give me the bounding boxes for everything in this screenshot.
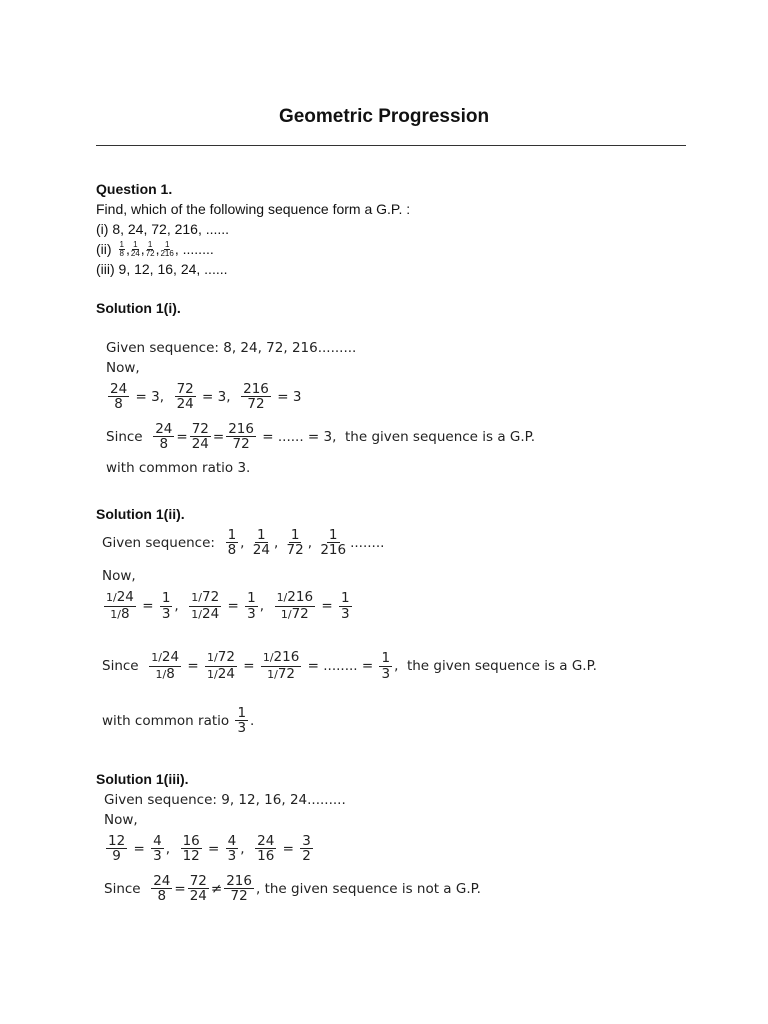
- part-ii-frac-4: 1 216: [160, 239, 174, 258]
- s1-ratio-1: $\frac{24}{8}$: [110, 381, 128, 413]
- question-part-iii: (iii) 9, 12, 16, 24, ......: [96, 261, 228, 277]
- s3-since: Since $\frac{24}{8}$ = $\frac{72}{24}$ ≠ $\frac{216}{72}$ , the given sequence is not a G.P.: [104, 873, 481, 905]
- title-divider: [96, 145, 686, 146]
- solution-1ii-heading: Solution 1(ii).: [96, 506, 185, 522]
- question-part-i: (i) 8, 24, 72, 216, ......: [96, 221, 230, 237]
- s2-ratio-3: 1/ 216 1/ 72: [276, 589, 314, 622]
- question-part-ii: (ii) 1 8 , 1 24 , 1 72 , 1 216 , ........: [96, 239, 214, 258]
- s1-given: Given sequence: 8, 24, 72, 216.........: [106, 340, 357, 356]
- s2-ratios: 1/ 24 1/ 8 = $\frac{1}{3}$ , 1/ 72 1/ 24 = $\frac{1}{3}$ , 1/ 216 1/ 72 = $\frac{1}{3}$: [106, 589, 350, 622]
- part-ii-frac-1: 1 8: [119, 239, 124, 258]
- s2-now: Now,: [102, 568, 136, 584]
- solution-1ii-body: [102, 528, 682, 743]
- s1-now: Now,: [106, 360, 140, 376]
- s1-common: with common ratio 3.: [106, 460, 251, 476]
- s1-ratios: $\frac{24}{8}$ = 3 , $\frac{72}{24}$ = 3 , $\frac{216}{72}$ = 3: [110, 381, 302, 413]
- solution-1iii-heading: Solution 1(iii).: [96, 771, 189, 787]
- s2-ratio-2: 1/ 72 1/ 24: [191, 589, 220, 622]
- s3-now: Now,: [104, 812, 138, 828]
- s1-ratio-2: $\frac{72}{24}$: [176, 381, 194, 413]
- question-prompt: Find, which of the following sequence form a G.P. :: [96, 201, 411, 217]
- part-ii-tail: , ........: [174, 241, 214, 257]
- s2-ratio-1: 1/ 24 1/ 8: [106, 589, 134, 622]
- s1-since: Since $\frac{24}{8}$ = $\frac{72}{24}$ = $\frac{216}{72}$ = ...... = 3, the given sequence is a G.P.: [106, 421, 535, 453]
- s2-since: Since 1/ 24 1/ 8 = 1/ 72 1/ 24 = 1/ 216 1/ 72 = ........ = $\frac{1}{3}$ , the given sequence is a G.P.: [102, 649, 597, 682]
- part-ii-frac-3: 1 72: [145, 239, 155, 258]
- s3-given: Given sequence: 9, 12, 16, 24.........: [104, 792, 346, 808]
- s2-common: with common ratio $\frac{1}{3}$ .: [102, 705, 255, 737]
- page-title: Geometric Progression: [278, 106, 490, 127]
- question-block: [96, 179, 410, 279]
- s1-ratio-3: $\frac{216}{72}$: [243, 381, 269, 413]
- part-ii-label: (ii): [96, 241, 112, 257]
- solution-1i-body: [106, 338, 666, 478]
- solution-1i-heading: Solution 1(i).: [96, 300, 181, 316]
- question-heading: Question 1.: [96, 181, 173, 197]
- s2-given: Given sequence: $\frac{1}{8}$ , $\frac{1}{24}$ , $\frac{1}{72}$ , $\frac{1}{216}$ ........: [102, 527, 385, 559]
- solution-1iii-body: [104, 790, 664, 915]
- s3-ratios: $\frac{12}{9}$ = $\frac{4}{3}$ , $\frac{16}{12}$ = $\frac{4}{3}$ , $\frac{24}{16}$ = $\frac{3}{2}$: [108, 833, 311, 865]
- part-ii-frac-2: 1 24: [130, 239, 140, 258]
